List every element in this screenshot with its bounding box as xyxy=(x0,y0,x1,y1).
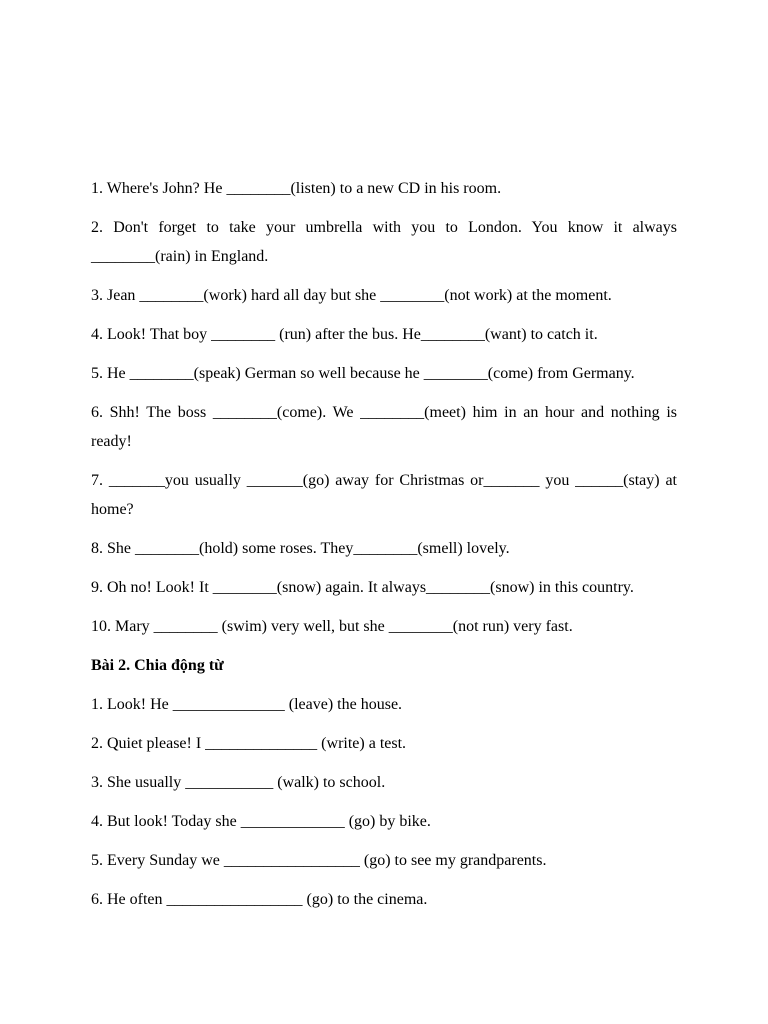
exercise-1-item-1: 1. Where's John? He ________(listen) to a new CD in his room. xyxy=(91,180,502,197)
exercise-1-item-8: 8. She ________(hold) some roses. They________(smell) lovely. xyxy=(91,540,510,557)
exercise-1-item-4: 4. Look! That boy ________ (run) after the bus. He________(want) to catch it. xyxy=(91,326,598,343)
exercise-2-item-5: 5. Every Sunday we _________________ (go) to see my grandparents. xyxy=(91,852,547,869)
exercise-1-item-2: 2. Don't forget to take your umbrella with you to London. You know it always ________(rain) in England. xyxy=(91,219,677,265)
exercise-2-item-1: 1. Look! He ______________ (leave) the house. xyxy=(91,696,403,713)
exercise-1-item-7: 7. _______you usually _______(go) away for Christmas or_______ you ______(stay) at home? xyxy=(91,472,677,518)
exercise-1-item-9: 9. Oh no! Look! It ________(snow) again. It always________(snow) in this country. xyxy=(91,579,634,596)
exercise-2-item-3: 3. She usually ___________ (walk) to school. xyxy=(91,774,386,791)
exercise-2-item-6: 6. He often _________________ (go) to the cinema. xyxy=(91,891,428,908)
document-page xyxy=(91,174,677,924)
exercise-2-item-2: 2. Quiet please! I ______________ (write) a test. xyxy=(91,735,407,752)
exercise-1-item-5: 5. He ________(speak) German so well because he ________(come) from Germany. xyxy=(91,365,635,382)
exercise-1-item-10: 10. Mary ________ (swim) very well, but she ________(not run) very fast. xyxy=(91,618,573,635)
exercise-2-item-4: 4. But look! Today she _____________ (go) by bike. xyxy=(91,813,431,830)
exercise-1-item-6: 6. Shh! The boss ________(come). We ________(meet) him in an hour and nothing is ready! xyxy=(91,404,677,450)
exercise-2-heading: Bài 2. Chia động từ xyxy=(91,657,224,674)
exercise-1-item-3: 3. Jean ________(work) hard all day but she ________(not work) at the moment. xyxy=(91,287,612,304)
